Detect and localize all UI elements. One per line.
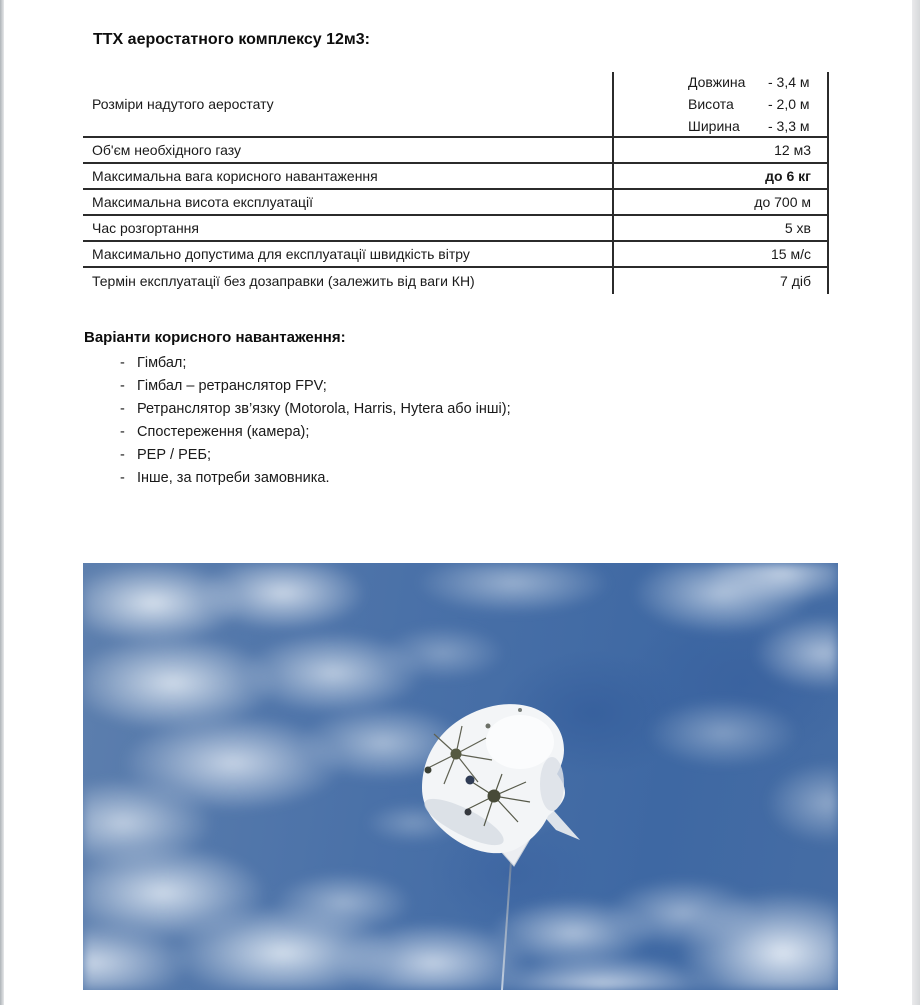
spec-label: Максимальна висота експлуатації bbox=[83, 190, 614, 214]
list-item-text: Гімбал; bbox=[137, 355, 187, 371]
dimension-name: Ширина bbox=[688, 118, 740, 134]
spec-label: Об'єм необхідного газу bbox=[83, 138, 614, 162]
dash-bullet: - bbox=[120, 470, 125, 486]
list-item bbox=[120, 444, 511, 467]
scan-edge-right bbox=[912, 0, 920, 1005]
list-item bbox=[120, 467, 511, 490]
aerostat-photo bbox=[83, 563, 838, 990]
spec-value: до 6 кг bbox=[614, 164, 829, 188]
table-row bbox=[83, 138, 829, 164]
list-item bbox=[120, 421, 511, 444]
list-item bbox=[120, 398, 511, 421]
list-item bbox=[120, 352, 511, 375]
dimension-line bbox=[614, 71, 827, 93]
list-item bbox=[120, 375, 511, 398]
page-title: ТТХ аеростатного комплексу 12м3: bbox=[93, 31, 370, 48]
spec-value bbox=[614, 72, 829, 136]
dimension-name: Висота bbox=[688, 96, 734, 112]
spec-table bbox=[83, 72, 829, 294]
dash-bullet: - bbox=[120, 447, 125, 463]
dash-bullet: - bbox=[120, 355, 125, 371]
table-row bbox=[83, 242, 829, 268]
list-item-text: Інше, за потреби замовника. bbox=[137, 470, 330, 486]
payload-section-heading: Варіанти корисного навантаження: bbox=[84, 329, 346, 346]
list-item-text: Ретранслятор зв’язку (Motorola, Harris, Hytera або інші); bbox=[137, 401, 511, 417]
spec-value: до 700 м bbox=[614, 190, 829, 214]
dimension-value: - 3,3 м bbox=[768, 118, 810, 134]
dash-bullet: - bbox=[120, 424, 125, 440]
dimension-name: Довжина bbox=[688, 74, 746, 90]
scan-edge-left bbox=[0, 0, 4, 1005]
dimension-value: - 2,0 м bbox=[768, 96, 810, 112]
spec-value: 15 м/с bbox=[614, 242, 829, 266]
list-item-text: Спостереження (камера); bbox=[137, 424, 310, 440]
dash-bullet: - bbox=[120, 401, 125, 417]
spec-label: Час розгортання bbox=[83, 216, 614, 240]
dimension-line bbox=[614, 115, 827, 137]
table-row bbox=[83, 268, 829, 294]
payload-list bbox=[120, 352, 511, 490]
spec-value: 5 хв bbox=[614, 216, 829, 240]
spec-label: Максимальна вага корисного навантаження bbox=[83, 164, 614, 188]
table-row bbox=[83, 164, 829, 190]
dash-bullet: - bbox=[120, 378, 125, 394]
spec-label: Термін експлуатації без дозаправки (залежить від ваги КН) bbox=[83, 268, 614, 294]
list-item-text: Гімбал – ретранслятор FPV; bbox=[137, 378, 327, 394]
spec-label: Максимально допустима для експлуатації швидкість вітру bbox=[83, 242, 614, 266]
spec-value: 12 м3 bbox=[614, 138, 829, 162]
list-item-text: РЕР / РЕБ; bbox=[137, 447, 211, 463]
spec-label: Розміри надутого аеростату bbox=[83, 72, 614, 136]
table-row bbox=[83, 216, 829, 242]
table-row bbox=[83, 72, 829, 138]
dimension-value: - 3,4 м bbox=[768, 74, 810, 90]
dimension-line bbox=[614, 93, 827, 115]
spec-value: 7 діб bbox=[614, 268, 829, 294]
aerostat-balloon-icon bbox=[400, 690, 620, 880]
table-row bbox=[83, 190, 829, 216]
